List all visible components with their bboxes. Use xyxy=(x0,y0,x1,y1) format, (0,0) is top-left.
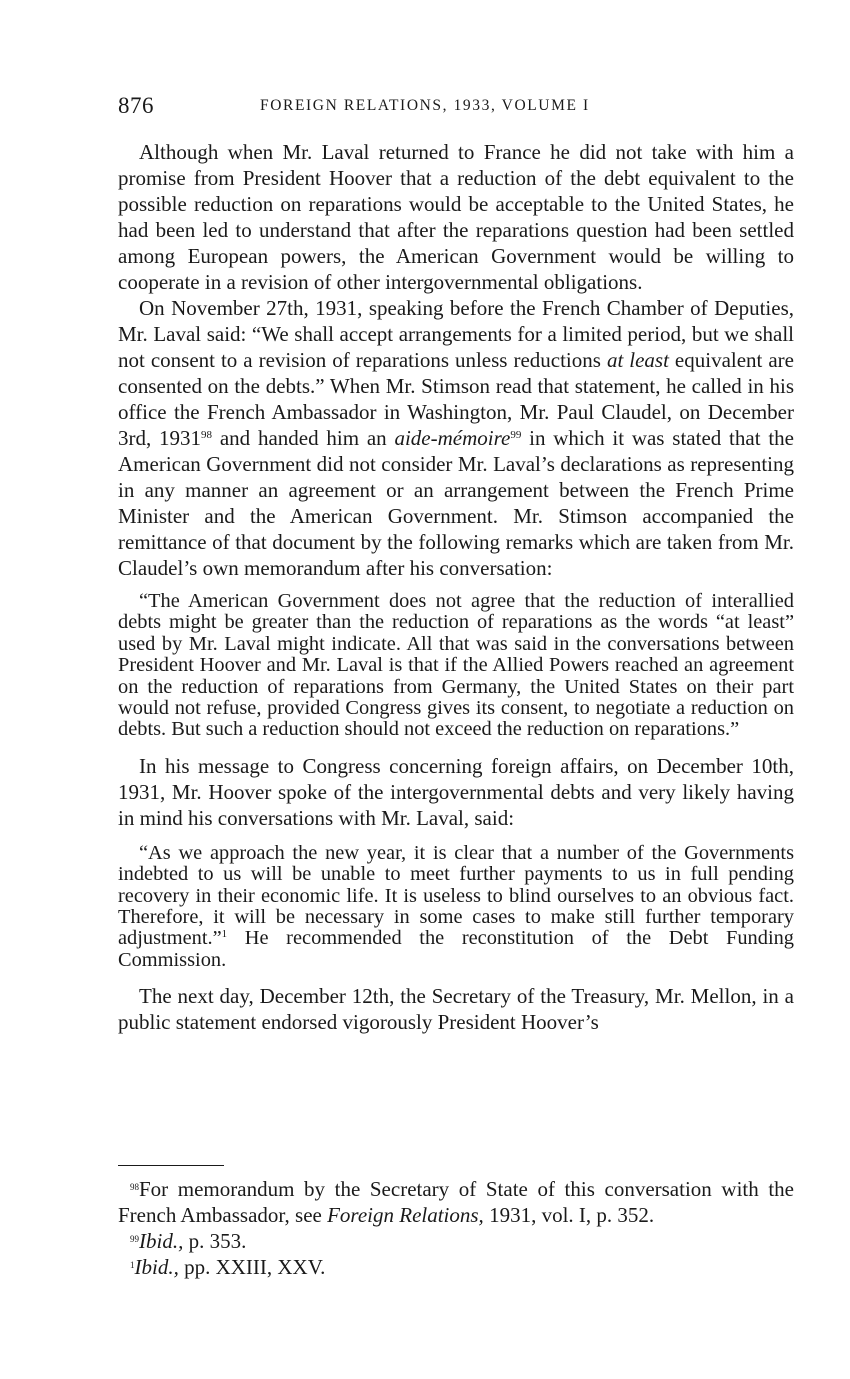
paragraph-2-text-a: On November 27th, 1931, speaking before the French Chamber of Deputies, Mr. Laval said: “We shall accept arrangements for a limited period, but we shall not consent to a revision of reparations unless reductions xyxy=(118,296,794,372)
paragraph-2-text-d: and handed him an xyxy=(212,426,395,450)
footnote-99-mark: 99 xyxy=(130,1234,139,1244)
paragraph-1: Although when Mr. Laval returned to France he did not take with him a promise from President Hoover that a reduction of the debt equivalent to the possible reduction on reparations would be acceptable to the United States, he had been led to understand that after the reparations question had been settled among European powers, the American Government would be willing to cooperate in a revision of other intergovernmental obligations. xyxy=(118,140,794,294)
footnote-98-text-a: For memorandum by the Secretary of State of this conversation with the French Ambassador, see xyxy=(118,1177,794,1227)
footnote-99-text: p. 353. xyxy=(183,1229,247,1253)
paragraph-2 xyxy=(118,295,794,581)
footnote-1-text: pp. XXIII, XXV. xyxy=(178,1255,326,1279)
paragraph-4: The next day, December 12th, the Secretary of the Treasury, Mr. Mellon, in a public statement endorsed vigorously President Hoover’s xyxy=(118,984,794,1035)
footnotes xyxy=(118,1176,794,1280)
block-quote-2 xyxy=(118,843,794,971)
footnote-ref-98: 98 xyxy=(201,429,213,441)
paragraph-3: In his message to Congress concerning foreign affairs, on December 10th, 1931, Mr. Hoover spoke of the intergovernmental debts and very likely having in mind his conversations with Mr. Laval, said: xyxy=(118,753,794,830)
block-quote-2-text-a: “As we approach the new year, it is clear that a number of the Governments indebted to us will be unable to meet further payments to us in full pending recovery in their economic life. It is useless to blind ourselves to an obvious fact. Therefore, it will be necessary in some cases to make still further temporary adjustment.” xyxy=(118,841,794,950)
paragraph-2-text-c: equivalent are consented on the debts.” When Mr. Stimson read that statement, he called in his office the French Ambassador in Washington, Mr. Paul Claudel, on December 3rd, 1931 xyxy=(118,348,794,450)
block-quote-2-text-b: He recommended the reconstitution of the Debt Funding Commission. xyxy=(118,927,794,971)
page-header xyxy=(118,93,794,123)
footnote-1 xyxy=(118,1254,794,1280)
footnote-99 xyxy=(118,1228,794,1254)
footnote-divider xyxy=(118,1165,224,1166)
footnote-1-italic: Ibid., xyxy=(134,1255,179,1279)
paragraph-2-emphasis-at-least: at least xyxy=(606,348,669,372)
footnote-ref-1: 1 xyxy=(221,928,228,941)
footnote-98-italic: Foreign Relations, xyxy=(327,1203,484,1227)
footnote-98-mark: 98 xyxy=(130,1182,139,1192)
footnote-98-text-b: 1931, vol. I, p. 352. xyxy=(483,1203,655,1227)
footnote-ref-99: 99 xyxy=(510,429,522,441)
paragraph-2-text-f: in which it was stated that the American Government did not consider Mr. Laval’s declarations as representing in any manner an agreement or an arrangement between the French Prime Minister and the American Government. Mr. Stimson accompanied the remittance of that document by the following remarks which are taken from Mr. Claudel’s own memorandum after his conversation: xyxy=(118,426,794,580)
footnote-98 xyxy=(118,1176,794,1228)
footnote-1-mark: 1 xyxy=(130,1260,135,1270)
page-body xyxy=(118,139,794,1035)
footnote-99-italic: Ibid., xyxy=(139,1229,184,1253)
running-head: FOREIGN RELATIONS, 1933, VOLUME I xyxy=(260,97,590,114)
page-number: 876 xyxy=(118,93,154,118)
paragraph-2-emphasis-aide-memoire: aide-mémoire xyxy=(394,426,511,450)
block-quote-1: “The American Government does not agree that the reduction of interallied debts might be greater than the reduction of reparations as the words “at least” used by Mr. Laval might indicate. All that was said in the conversations between President Hoover and Mr. Laval is that if the Allied Powers reached an agreement on the reduction of reparations from Germany, the United States on their part would not refuse, provided Congress gives its consent, to negotiate a reduction on debts. But such a reduction should not exceed the reduction on reparations.” xyxy=(118,590,794,741)
